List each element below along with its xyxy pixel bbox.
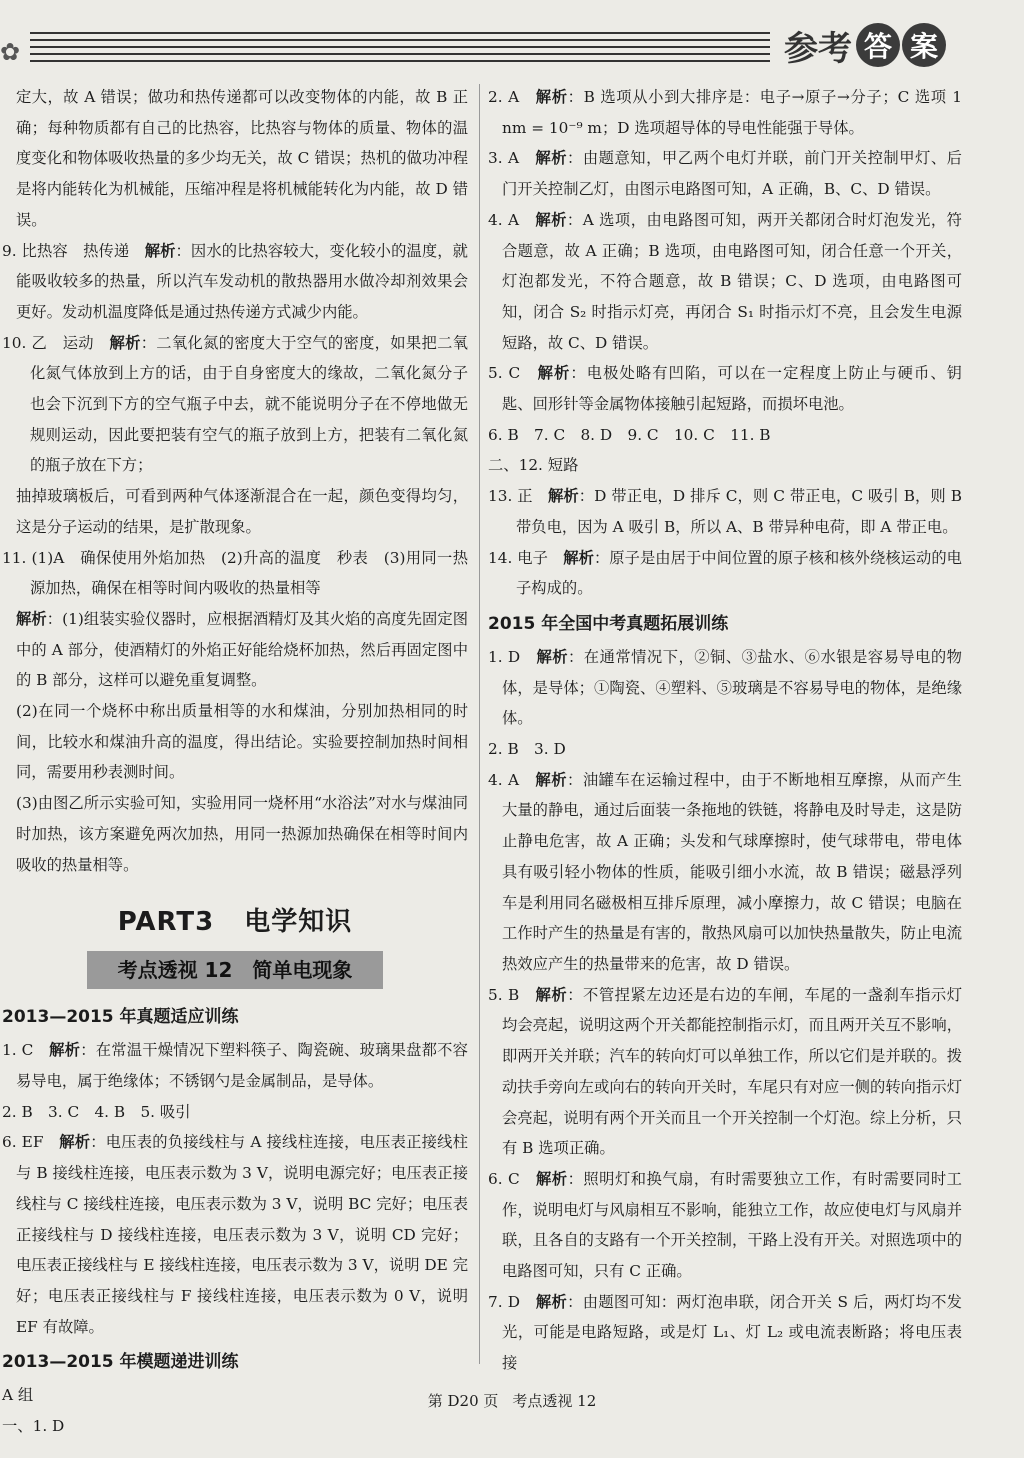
- analysis-label: 解析: [144, 241, 176, 260]
- analysis-text: ：油罐车在运输过程中，由于不断地相互摩擦，从而产生大量的静电，通过后面装一条拖地的铁链，将静电及时导走，这是防止静电危害，故 A 正确；头发和气球摩擦时，使气球带电，带电体具有吸引轻小物体的性质，能吸引细小水流，故 B 错误；磁悬浮列车是利用同名磁极相互排斥原理，减小摩擦力，故 C 错误；电脑在工作时产生的热量是有害的，散热风扇可以加快热量散失，防止电流热效应产生的热量带来的危害，故 D 错误。: [502, 770, 962, 973]
- answer-line: 2. B 3. C 4. B 5. 吸引: [2, 1102, 191, 1121]
- analysis-text: ：电极处略有凹陷，可以在一定程度上防止与硬币、钥匙、回形针等金属物体接触引起短路，而损坏电池。: [502, 364, 962, 414]
- paragraph: 抽掉玻璃板后，可看到两种气体逐渐混合在一起，颜色变得均匀，这是分子运动的结果，是扩散现象。: [16, 487, 468, 536]
- analysis-text: ：电压表的负接线柱与 A 接线柱连接，电压表正接线柱与 B 接线柱连接，电压表示数为 3 V，说明电源完好；电压表正接线柱与 C 接线柱连接，电压表示数为 3 V，说明 BC 完好；电压表正接线柱与 D 接线柱连接，电压表示数为 3 V，说明 CD 完好；电压表正接线柱与 E 接线柱连接，电压表示数为 3 V，说明 DE 完好；电压表正接线柱与 F 接线柱连接，电压表示数为 0 V，说明 EF 有故障。: [16, 1133, 469, 1336]
- answer: 4. A: [488, 770, 536, 789]
- answer: 5. B: [488, 985, 536, 1004]
- question-4: [488, 205, 962, 359]
- answer: 1. D: [488, 647, 537, 666]
- question-6: [488, 1164, 962, 1287]
- brand-circle: 答: [856, 23, 900, 67]
- answer-line: 二、12. 短路: [488, 456, 579, 475]
- answer: 5. C: [488, 364, 538, 383]
- left-column: [2, 82, 468, 1442]
- analysis-label: 解析: [535, 770, 568, 789]
- answer-line: 6. B 7. C 8. D 9. C 10. C 11. B: [488, 425, 771, 444]
- topic-label: 考点透视 12: [117, 958, 233, 983]
- answer: 4. A: [488, 210, 536, 229]
- analysis-text: ：(1)组装实验仪器时，应根据酒精灯及其火焰的高度先固定图中的 A 部分，使酒精灯的外焰正好能给烧杯加热，然后再固定图中的 B 部分，这样可以避免重复调整。: [16, 609, 468, 690]
- answer: 13. 正: [488, 487, 549, 506]
- footer-section: 考点透视 12: [512, 1392, 597, 1410]
- analysis-label: 解析: [59, 1133, 91, 1152]
- analysis-label: 解析: [16, 609, 47, 628]
- answer-line: 2. B 3. D: [488, 740, 566, 759]
- analysis-label: 解析: [535, 1169, 568, 1188]
- answer: 9. 比热容 热传递: [2, 241, 145, 260]
- analysis-text: ：不管捏紧左边还是右边的车闸，车尾的一盏刹车指示灯均会亮起，说明这两个开关都能控制指示灯，而且两开关互不影响，即两开关并联；汽车的转向灯可以单独工作，所以它们是并联的。拨动扶手旁向左或向右的转向开关时，车尾只有对应一侧的转向指示灯会亮起，说明有两个开关而且一个开关控制一个灯泡。综上分析，只有 B 选项正确。: [502, 985, 962, 1158]
- analysis-label: 解析: [537, 364, 571, 383]
- answer: 7. D: [488, 1292, 536, 1311]
- analysis-text: ：因水的比热容较大，变化较小的温度，就能吸收较多的热量，所以汽车发动机的散热器用水做冷却剂效果会更好。发动机温度降低是通过热传递方式减少内能。: [16, 241, 468, 321]
- question-10: [2, 328, 468, 482]
- question-6: [2, 1127, 468, 1342]
- column-divider: [479, 84, 480, 1364]
- analysis-label: 解析: [563, 548, 594, 567]
- paragraph: (2)在同一个烧杯中称出质量相等的水和煤油，分别加热相同的时间，比较水和煤油升高的温度，得出结论。实验要控制加热时间相同，需要用秒表测时间。: [16, 702, 468, 782]
- question-14: [488, 543, 962, 604]
- question-2: [488, 82, 962, 143]
- analysis-label: 解析: [535, 210, 567, 229]
- answer-line: 一、1. D: [2, 1417, 65, 1436]
- section-title: 2013—2015 年模题递进训练: [2, 1352, 239, 1373]
- paragraph: [2, 604, 468, 696]
- analysis-label: 解析: [535, 985, 568, 1004]
- part-label: PART3: [117, 907, 215, 938]
- analysis-text: ：在常温干燥情况下塑料筷子、陶瓷碗、玻璃果盘都不容易导电，属于绝缘体；不锈钢勺是金属制品，是导体。: [16, 1041, 468, 1090]
- question-5: [488, 358, 962, 419]
- brand-circle: 案: [902, 23, 946, 67]
- analysis-text: ：由题图可知：两灯泡串联，闭合开关 S 后，两灯均不发光，可能是电路短路，或是灯 L₁、灯 L₂ 或电流表断路；将电压表接: [502, 1292, 962, 1373]
- question-4: [488, 765, 962, 980]
- part-name: 电学知识: [244, 907, 353, 938]
- analysis-text: ：B 选项从小到大排序是：电子→原子→分子；C 选项 1 nm = 10⁻⁹ m；D 选项超导体的导电性能强于导体。: [502, 88, 962, 137]
- answer: 6. C: [488, 1169, 536, 1188]
- brand-text: 参考: [784, 28, 852, 69]
- analysis-text: ：在通常情况下，②铜、③盐水、⑥水银是容易导电的物体，是导体；①陶瓷、④塑料、⑤玻璃是不容易导电的物体，是绝缘体。: [502, 647, 962, 728]
- gear-icon: ✿: [0, 38, 21, 66]
- right-column: [488, 82, 962, 1379]
- section-title: 2015 年全国中考真题拓展训练: [488, 613, 729, 634]
- analysis-label: 解析: [536, 647, 569, 666]
- analysis-label: 解析: [109, 333, 141, 352]
- question-5: [488, 980, 962, 1164]
- topic-banner: [87, 951, 383, 989]
- answer: 10. 乙 运动: [2, 333, 110, 352]
- page-footer: [0, 1390, 1024, 1411]
- analysis-text: ：照明灯和换气扇，有时需要独立工作，有时需要同时工作，说明电灯与风扇相互不影响，能独立工作，故应使电灯与风扇并联，且各自的支路有一个开关控制，干路上没有开关。对照选项中的电路图可知，只有 C 正确。: [502, 1169, 962, 1281]
- page-header: [0, 0, 1024, 78]
- analysis-label: 解析: [535, 1292, 568, 1311]
- analysis-text: ：由题意知，甲乙两个电灯并联，前门开关控制甲灯、后门开关控制乙灯，由图示电路图可知，A 正确，B、C、D 错误。: [502, 149, 962, 199]
- question-1: [488, 642, 962, 734]
- brand-logo: [784, 20, 946, 70]
- analysis-label: 解析: [535, 149, 568, 168]
- answer: 6. EF: [2, 1133, 60, 1152]
- paragraph: 定大，故 A 错误；做功和热传递都可以改变物体的内能，故 B 正确；每种物质都有自己的比热容，比热容与物体的质量、物体的温度变化和物体吸收热量的多少均无关，故 C 错误；热机的做功冲程是将内能转化为机械能，压缩冲程是将机械能转化为内能，故 D 错误。: [16, 88, 468, 229]
- question-1: [2, 1035, 468, 1096]
- header-rules: [30, 32, 770, 67]
- answer: 3. A: [488, 149, 536, 168]
- analysis-label: 解析: [548, 487, 579, 506]
- page-number: 第 D20 页: [427, 1392, 499, 1410]
- answer: 2. A: [488, 88, 536, 106]
- answer: 14. 电子: [488, 548, 564, 567]
- question-9: [2, 236, 468, 328]
- question-7: [488, 1287, 962, 1379]
- analysis-text: ：二氧化氮的密度大于空气的密度，如果把二氧化氮气体放到上方的话，由于自身密度大的缘故，二氧化氮分子也会下沉到下方的空气瓶子中去，就不能说明分子在不停地做无规则运动，因此要把装有空气的瓶子放到上方，把装有二氧化氮的瓶子放在下方；: [30, 333, 468, 475]
- question-13: [488, 481, 962, 542]
- analysis-text: ：A 选项，由电路图可知，两开关都闭合时灯泡发光，符合题意，故 A 正确；B 选项，由电路图可知，闭合任意一个开关，灯泡都发光，不符合题意，故 B 错误；C、D 选项，由电路图可知，闭合 S₂ 时指示灯亮，再闭合 S₁ 时指示灯不亮，且会发生电源短路，故 C、D 错误。: [502, 210, 962, 352]
- question-11: 11. (1)A 确保使用外焰加热 (2)升高的温度 秒表 (3)用同一热源加热，确保在相等时间内吸收的热量相等: [2, 548, 468, 598]
- analysis-label: 解析: [535, 88, 568, 106]
- analysis-text: ：原子是由居于中间位置的原子核和核外绕核运动的电子构成的。: [516, 548, 962, 598]
- question-3: [488, 143, 962, 204]
- part-title: [2, 902, 468, 945]
- group-label: A 组: [2, 1386, 34, 1405]
- paragraph: (3)由图乙所示实验可知，实验用同一烧杯用“水浴法”对水与煤油同时加热，该方案避免两次加热，用同一热源加热确保在相等时间内吸收的热量相等。: [16, 794, 468, 874]
- analysis-text: ：D 带正电，D 排斥 C，则 C 带正电，C 吸引 B，则 B 带负电，因为 A 吸引 B，所以 A、B 带异种电荷，即 A 带正电。: [516, 487, 962, 536]
- analysis-label: 解析: [49, 1041, 81, 1060]
- section-title: 2013—2015 年真题适应训练: [2, 1007, 239, 1028]
- answer: 1. C: [2, 1041, 50, 1060]
- topic-name: 简单电现象: [252, 958, 353, 983]
